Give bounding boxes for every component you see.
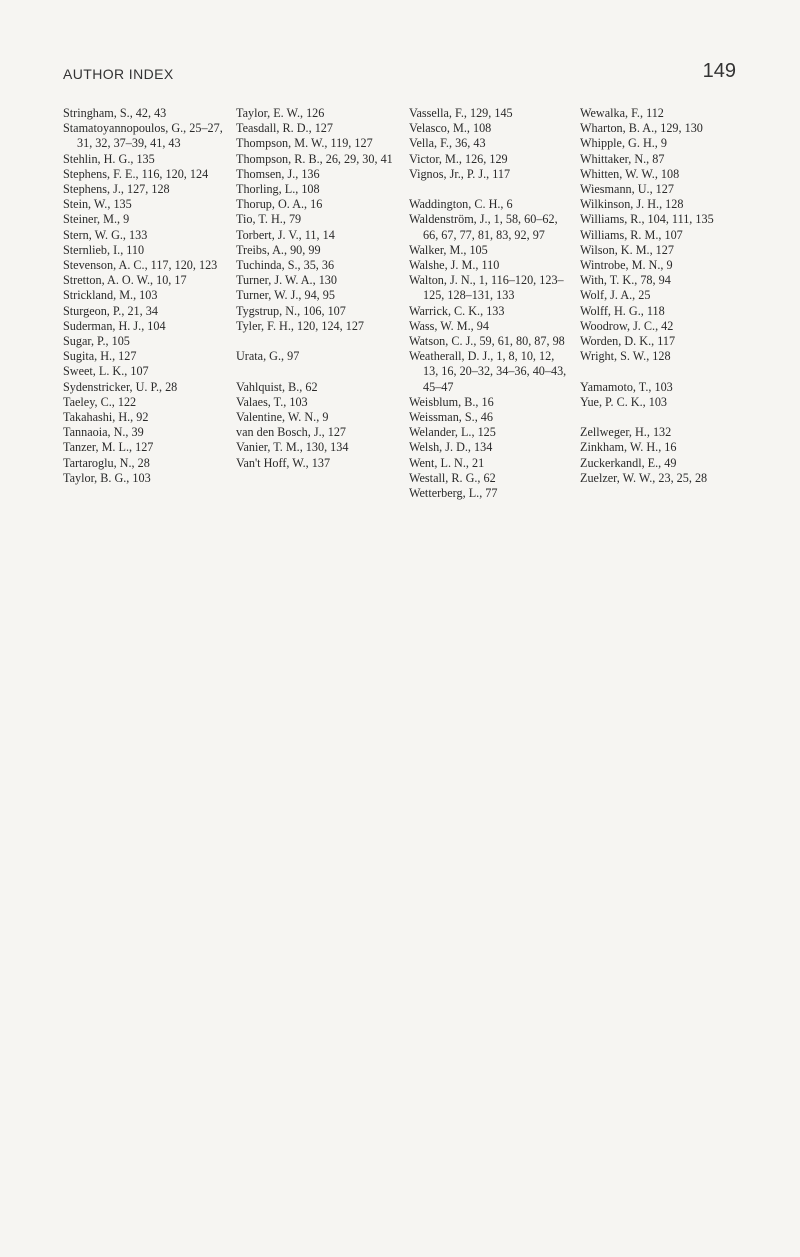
index-entry: Wintrobe, M. N., 9 xyxy=(580,258,673,273)
index-entry: Suderman, H. J., 104 xyxy=(63,318,166,333)
index-entry: Zuckerkandl, E., 49 xyxy=(580,455,677,470)
index-entry: Stamatoyannopoulos, G., 25–27, 31, 32, 37–39, 41, 43 xyxy=(63,121,223,151)
index-entry: Wiesmann, U., 127 xyxy=(580,182,674,197)
index-entry: Weissman, S., 46 xyxy=(409,410,493,425)
index-entry: Stein, W., 135 xyxy=(63,197,132,212)
index-entry: Welander, L., 125 xyxy=(409,425,496,440)
index-entry: Walton, J. N., 1, 116–120, 123–125, 128–131, 133 xyxy=(409,273,564,303)
index-entry: Steiner, M., 9 xyxy=(63,212,130,227)
index-entry: Walshe, J. M., 110 xyxy=(409,258,500,273)
index-entry: Taylor, B. G., 103 xyxy=(63,470,151,485)
running-head: AUTHOR INDEX xyxy=(63,66,174,82)
index-entry: Wharton, B. A., 129, 130 xyxy=(580,121,703,136)
index-entry: Turner, J. W. A., 130 xyxy=(236,273,337,288)
index-entry: Zellweger, H., 132 xyxy=(580,425,672,440)
index-entry: Stephens, F. E., 116, 120, 124 xyxy=(63,166,209,181)
index-entry: Woodrow, J. C., 42 xyxy=(580,318,674,333)
index-entry: Wewalka, F., 112 xyxy=(580,106,664,120)
index-entry: Sturgeon, P., 21, 34 xyxy=(63,303,158,318)
index-entry: Urata, G., 97 xyxy=(236,349,300,364)
index-entry: Yue, P. C. K., 103 xyxy=(580,394,668,409)
index-entry: Went, L. N., 21 xyxy=(409,455,485,470)
index-entry: Welsh, J. D., 134 xyxy=(409,440,493,455)
index-entry: van den Bosch, J., 127 xyxy=(236,425,347,440)
index-entry: Van't Hoff, W., 137 xyxy=(236,455,331,470)
index-entry: Stern, W. G., 133 xyxy=(63,227,148,242)
index-entry: Wolf, J. A., 25 xyxy=(580,288,651,303)
index-entry: Sugar, P., 105 xyxy=(63,334,130,349)
index-entry: With, T. K., 78, 94 xyxy=(580,273,671,288)
index-entry: Sugita, H., 127 xyxy=(63,349,137,364)
index-entry: Thorup, O. A., 16 xyxy=(236,197,323,212)
letter-group-gap xyxy=(580,410,740,425)
index-entry: Teasdall, R. D., 127 xyxy=(236,121,333,136)
index-column-1 xyxy=(63,106,223,486)
index-entry: Whitten, W. W., 108 xyxy=(580,166,680,181)
index-entry: Wass, W. M., 94 xyxy=(409,318,489,333)
letter-group-gap xyxy=(580,364,740,379)
index-entry: Zinkham, W. H., 16 xyxy=(580,440,677,455)
index-column-2 xyxy=(236,106,396,471)
index-entry: Thompson, M. W., 119, 127 xyxy=(236,136,373,151)
letter-group-gap xyxy=(409,182,569,197)
index-entry: Williams, R. M., 107 xyxy=(580,227,683,242)
index-entry: Worden, D. K., 117 xyxy=(580,334,676,349)
index-entry: Warrick, C. K., 133 xyxy=(409,303,505,318)
index-entry: Taeley, C., 122 xyxy=(63,394,137,409)
index-entry: Yamamoto, T., 103 xyxy=(580,379,673,394)
index-entry: Waldenström, J., 1, 58, 60–62, 66, 67, 77, 81, 83, 92, 97 xyxy=(409,212,558,242)
index-entry: Thorling, L., 108 xyxy=(236,182,320,197)
index-entry: Turner, W. J., 94, 95 xyxy=(236,288,335,303)
index-column-4 xyxy=(580,106,740,486)
index-entry: Wolff, H. G., 118 xyxy=(580,303,665,318)
index-entry: Tygstrup, N., 106, 107 xyxy=(236,303,346,318)
index-entry: Westall, R. G., 62 xyxy=(409,470,496,485)
index-entry: Valentine, W. N., 9 xyxy=(236,410,329,425)
index-entry: Valaes, T., 103 xyxy=(236,394,308,409)
index-entry: Waddington, C. H., 6 xyxy=(409,197,513,212)
index-entry: Vassella, F., 129, 145 xyxy=(409,106,513,120)
index-entry: Takahashi, H., 92 xyxy=(63,410,149,425)
index-entry: Weatherall, D. J., 1, 8, 10, 12, 13, 16, 20–32, 34–36, 40–43, 45–47 xyxy=(409,349,567,394)
index-entry: Zuelzer, W. W., 23, 25, 28 xyxy=(580,470,708,485)
index-entry: Stephens, J., 127, 128 xyxy=(63,182,170,197)
index-entry: Tio, T. H., 79 xyxy=(236,212,302,227)
index-entry: Wilkinson, J. H., 128 xyxy=(580,197,684,212)
index-entry: Thompson, R. B., 26, 29, 30, 41 xyxy=(236,151,393,166)
index-entry: Stringham, S., 42, 43 xyxy=(63,106,167,120)
index-entry: Tyler, F. H., 120, 124, 127 xyxy=(236,318,365,333)
index-entry: Treibs, A., 90, 99 xyxy=(236,242,321,257)
index-entry: Weisblum, B., 16 xyxy=(409,394,494,409)
page-number: 149 xyxy=(702,60,736,82)
index-entry: Stretton, A. O. W., 10, 17 xyxy=(63,273,187,288)
index-entry: Torbert, J. V., 11, 14 xyxy=(236,227,335,242)
index-entry: Williams, R., 104, 111, 135 xyxy=(580,212,714,227)
index-entry: Watson, C. J., 59, 61, 80, 87, 98 xyxy=(409,334,565,349)
index-column-3 xyxy=(409,106,569,501)
index-entry: Whittaker, N., 87 xyxy=(580,151,665,166)
index-entry: Stevenson, A. C., 117, 120, 123 xyxy=(63,258,218,273)
index-entry: Thomsen, J., 136 xyxy=(236,166,320,181)
index-entry: Whipple, G. H., 9 xyxy=(580,136,667,151)
index-entry: Tartaroglu, N., 28 xyxy=(63,455,150,470)
index-entry: Vignos, Jr., P. J., 117 xyxy=(409,166,511,181)
index-entry: Tuchinda, S., 35, 36 xyxy=(236,258,335,273)
index-entry: Tanzer, M. L., 127 xyxy=(63,440,154,455)
index-entry: Stehlin, H. G., 135 xyxy=(63,151,155,166)
index-entry: Sweet, L. K., 107 xyxy=(63,364,149,379)
index-entry: Taylor, E. W., 126 xyxy=(236,106,325,120)
index-entry: Wright, S. W., 128 xyxy=(580,349,671,364)
index-entry: Wetterberg, L., 77 xyxy=(409,486,498,501)
index-entry: Vahlquist, B., 62 xyxy=(236,379,318,394)
index-entry: Wilson, K. M., 127 xyxy=(580,242,674,257)
letter-group-gap xyxy=(236,364,396,379)
index-entry: Vella, F., 36, 43 xyxy=(409,136,486,151)
index-entry: Velasco, M., 108 xyxy=(409,121,492,136)
index-entry: Walker, M., 105 xyxy=(409,242,488,257)
index-entry: Victor, M., 126, 129 xyxy=(409,151,508,166)
index-entry: Sydenstricker, U. P., 28 xyxy=(63,379,178,394)
letter-group-gap xyxy=(236,334,396,349)
index-entry: Sternlieb, I., 110 xyxy=(63,242,145,257)
index-entry: Tannaoia, N., 39 xyxy=(63,425,144,440)
index-entry: Strickland, M., 103 xyxy=(63,288,158,303)
index-entry: Vanier, T. M., 130, 134 xyxy=(236,440,349,455)
